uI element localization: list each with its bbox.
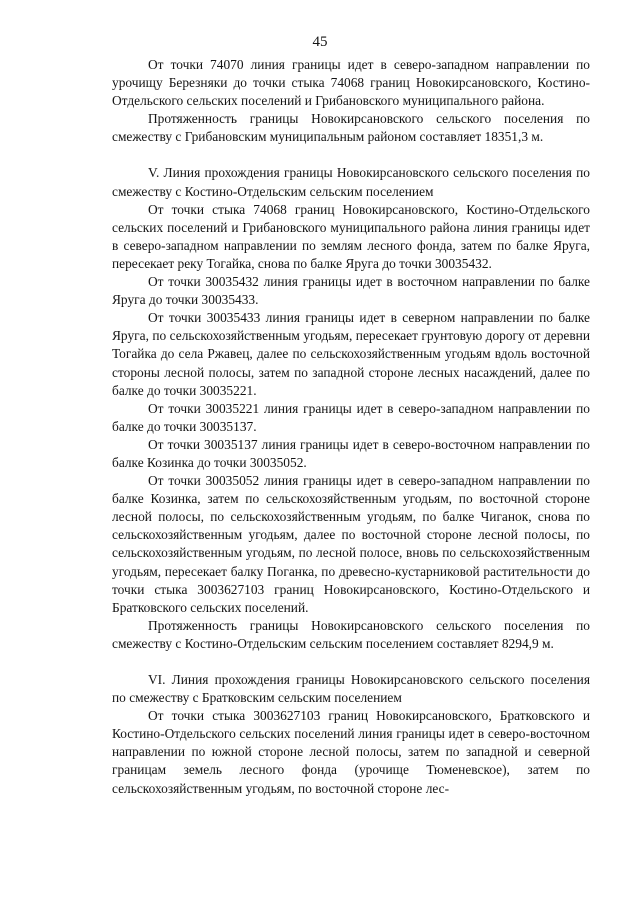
paragraph: От точки 30035137 линия границы идет в северо-восточном направлении по балке Козинка до точки 30035052.	[112, 436, 590, 470]
paragraph: От точки стыка 74068 границ Новокирсановского, Костино-Отдельского сельских поселений и Грибановского муниципального района линия границы идет в северо-западном направлении по землям лесного фонда, затем по балке Яруга, пересекает реку Тогайка, снова по балке Яруга до точки 30035432.	[112, 201, 590, 271]
paragraph: От точки 74070 линия границы идет в северо-западном направлении по урочищу Березняки до точки стыка 74068 границ Новокирсановского, Костино-Отдельского сельских поселений и Грибановского муниципального района.	[112, 57, 590, 109]
section-gap	[112, 653, 590, 671]
paragraph: От точки 30035052 линия границы идет в северо-западном направлении по балке Козинка, затем по сельскохозяйственным угодьям, по восточной стороне лесной полосы, по сельскохозяйственным угодьям, по балке Чиганок, снова по сельскохозяйственным угодьям, далее по восточной стороне лесной полосы, по сельскохозяйственным угодьям, по лесной полосе, вновь по сельскохозяйственным угодьям, пересекает балку Поганка, по древесно-кустарниковой растительности до точки стыка 3003627103 границ Новокирсановского, Костино-Отдельского и Братковского сельских поселений.	[112, 473, 590, 615]
page-number: 45	[312, 34, 328, 50]
document-body	[112, 56, 590, 798]
paragraph: От точки 30035221 линия границы идет в северо-западном направлении по балке до точки 30035137.	[112, 400, 590, 434]
section-heading: V. Линия прохождения границы Новокирсановского сельского поселения по смежеству с Костино-Отдельским сельским поселением	[112, 165, 590, 199]
paragraph: Протяженность границы Новокирсановского сельского поселения по смежеству с Грибановским муниципальным районом составляет 18351,3 м.	[112, 111, 590, 145]
paragraph: От точки стыка 3003627103 границ Новокирсановского, Братковского и Костино-Отдельского сельских поселений линия границы идет в северо-восточном направлении по южной стороне лесной полосы, затем по западной и северной границам земель лесного фонда (урочище Тюменевское), затем по сельскохозяйственным угодьям, по восточной стороне лес-	[112, 708, 590, 796]
paragraph: От точки 30035433 линия границы идет в северном направлении по балке Яруга, по сельскохозяйственным угодьям, пересекает грунтовую дорогу от деревни Тогайка до села Ржавец, далее по сельскохозяйственным угодьям вдоль восточной стороны лесной полосы, затем по западной стороне лесных насаждений, далее по балке до точки 30035221.	[112, 310, 590, 398]
paragraph: Протяженность границы Новокирсановского сельского поселения по смежеству с Костино-Отдельским сельским поселением составляет 8294,9 м.	[112, 617, 590, 651]
paragraph: От точки 30035432 линия границы идет в восточном направлении по балке Яруга до точки 30035433.	[112, 274, 590, 308]
section-gap	[112, 146, 590, 164]
section-heading: VI. Линия прохождения границы Новокирсановского сельского поселения по смежеству с Братковским сельским поселением	[112, 672, 590, 706]
